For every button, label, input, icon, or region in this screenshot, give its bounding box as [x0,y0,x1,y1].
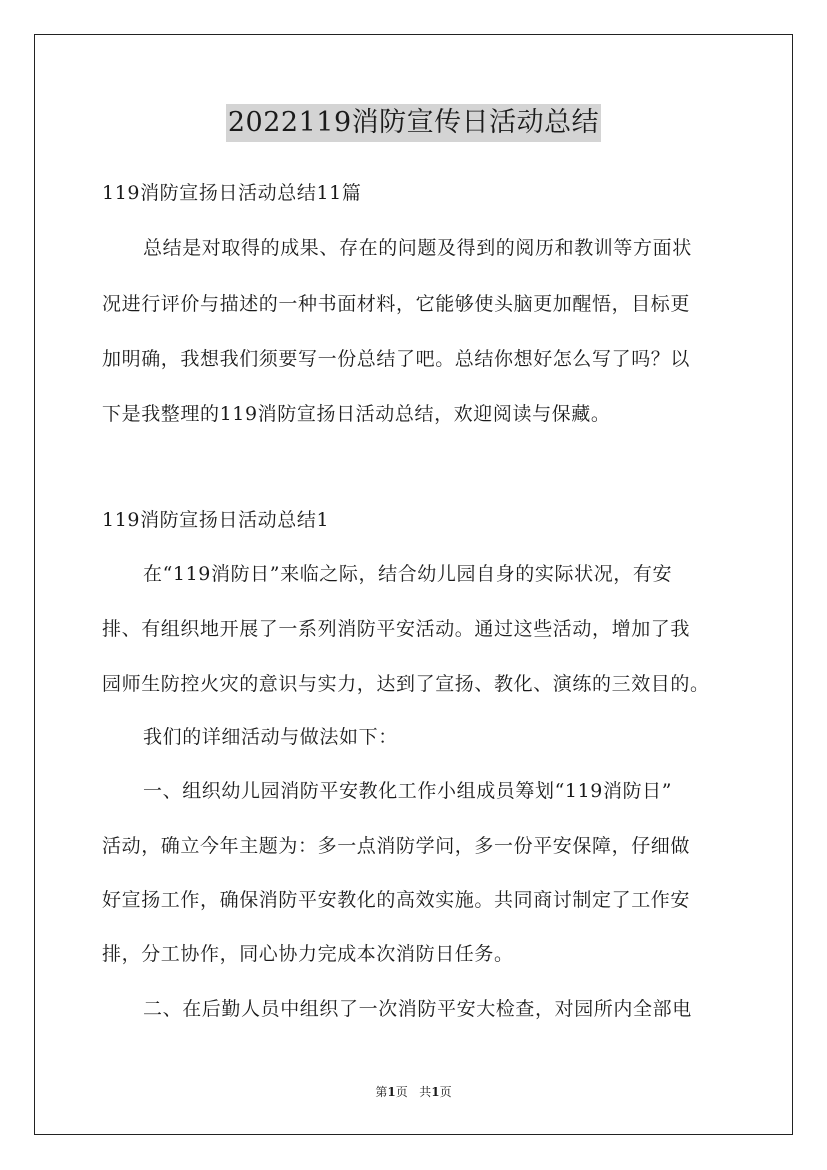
intro-line-4: 下是我整理的119消防宣扬日活动总结，欢迎阅读与保藏。 [102,403,611,425]
document-subtitle: 119消防宣扬日活动总结11篇 [102,182,362,204]
body-line-4: 我们的详细活动与做法如下： [143,726,398,748]
current-page-number: 1 [387,1085,396,1099]
section-heading: 119消防宣扬日活动总结1 [102,509,330,531]
page-footer [0,1084,827,1100]
intro-line-1: 总结是对取得的成果、存在的问题及得到的阅历和教训等方面状 [143,237,692,259]
body-line-3: 园师生防控火灾的意识与实力，达到了宣扬、教化、演练的三效目的。 [102,673,710,695]
body-line-1: 在“119消防日”来临之际，结合幼儿园自身的实际状况，有安 [143,563,673,585]
body-line-6: 活动，确立今年主题为：多一点消防学问，多一份平安保障，仔细做 [102,835,691,857]
body-line-9: 二、在后勤人员中组织了一次消防平安大检查，对园所内全部电 [143,998,692,1020]
body-line-5: 一、组织幼儿园消防平安教化工作小组成员筹划“119消防日” [143,780,673,802]
intro-line-2: 况进行评价与描述的一种书面材料，它能够使头脑更加醒悟，目标更 [102,293,691,315]
body-line-7: 好宣扬工作，确保消防平安教化的高效实施。共同商讨制定了工作安 [102,889,691,911]
total-label-suffix: 页 [439,1085,452,1099]
body-line-8: 排，分工协作，同心协力完成本次消防日任务。 [102,943,514,965]
page-label-prefix: 第 [375,1085,388,1099]
intro-line-3: 加明确，我想我们须要写一份总结了吧。总结你想好怎么写了吗？以 [102,348,691,370]
document-title: 2022119消防宣传日活动总结 [226,104,601,142]
page-label-suffix: 页 [395,1085,408,1099]
total-label-prefix: 共 [419,1085,432,1099]
title-container [0,104,827,142]
total-page-number: 1 [431,1085,440,1099]
body-line-2: 排、有组织地开展了一系列消防平安活动。通过这些活动，增加了我 [102,618,691,640]
